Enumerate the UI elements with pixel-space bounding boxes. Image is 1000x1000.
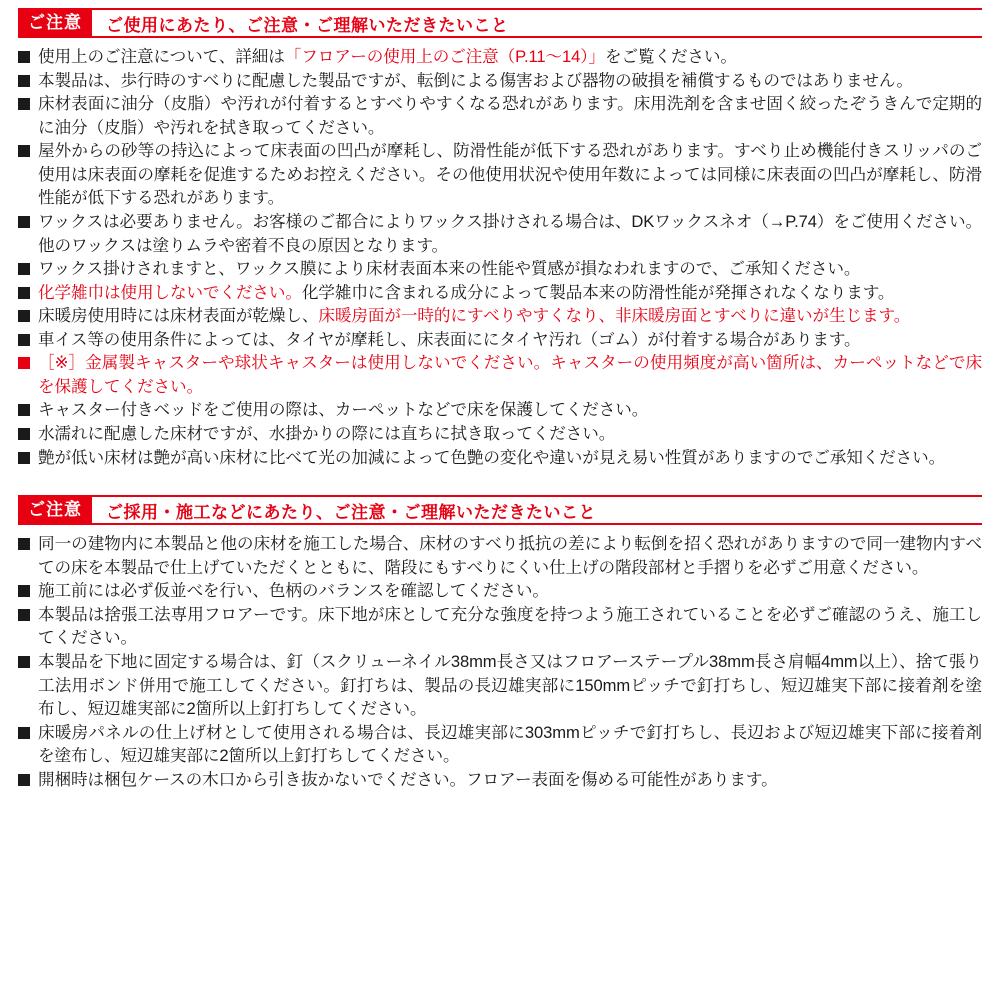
section-header-usage — [18, 8, 982, 38]
bullet-square-icon — [18, 334, 30, 346]
bullet-square-icon — [18, 263, 30, 275]
bullet-square-icon — [18, 51, 30, 63]
bullet-square-icon — [18, 287, 30, 299]
note-item — [18, 69, 982, 93]
bullet-square-icon — [18, 774, 30, 786]
note-item — [18, 210, 982, 257]
section-title-2: ご採用・施工などにあたり、ご注意・ご理解いただきたいこと — [106, 502, 596, 522]
bullet-square-icon — [18, 656, 30, 668]
note-item — [18, 304, 982, 328]
note-item — [18, 257, 982, 281]
bullet-square-icon — [18, 428, 30, 440]
note-item — [18, 650, 982, 721]
note-text: 本製品は、歩行時のすべりに配慮した製品ですが、転倒による傷害および器物の破損を補償するものではありません。 — [38, 70, 913, 90]
bullet-square-icon — [18, 452, 30, 464]
note-text: ワックスは必要ありません。お客様のご都合によりワックス掛けされる場合は、DKワックスネオ（→P.74）をご使用ください。他のワックスは塗りムラや密着不良の原因となります。 — [38, 211, 982, 255]
note-text: 本製品を下地に固定する場合は、釘（スクリューネイル38mm長さ又はフロアーステープル38mm長さ肩幅4mm以上）、捨て張り工法用ボンド併用で施工してください。釘打ちは、製品の長辺雄実部に150mmピッチで釘打ちし、短辺雄実下部に接着剤を塗布し、短辺雄実部に2箇所以上釘打ちしてください。 — [38, 651, 982, 719]
note-item — [18, 532, 982, 579]
note-item — [18, 422, 982, 446]
bullet-square-icon — [18, 216, 30, 228]
note-item — [18, 92, 982, 139]
note-item — [18, 446, 982, 470]
bullet-square-icon — [18, 98, 30, 110]
note-item — [18, 281, 982, 305]
note-text: 床暖房パネルの仕上げ材として使用される場合は、長辺雄実部に303mmピッチで釘打ちし、長辺および短辺雄実下部に接着剤を塗布し、短辺雄実部に2箇所以上釘打ちしてください。 — [38, 722, 982, 766]
note-item — [18, 768, 982, 792]
caution-badge: ご注意 — [18, 10, 92, 36]
usage-notes-list — [18, 45, 982, 469]
bullet-square-icon — [18, 357, 30, 369]
section-spacer — [18, 469, 982, 495]
note-text: ワックス掛けされますと、ワックス膜により床材表面本来の性能や質感が損なわれますので、ご承知ください。 — [38, 259, 861, 279]
section-header-installation — [18, 495, 982, 525]
note-item — [18, 398, 982, 422]
note-text: 水濡れに配慮した床材ですが、水掛かりの際には直ちに拭き取ってください。 — [38, 424, 616, 443]
note-text: 艶が低い床材は艶が高い床材に比べて光の加減によって色艶の変化や違いが見え易い性質がありますのでご承知ください。 — [38, 447, 946, 467]
bullet-square-icon — [18, 404, 30, 416]
installation-notes-list — [18, 532, 982, 791]
note-text: 同一の建物内に本製品と他の床材を施工した場合、床材のすべり抵抗の差により転倒を招く恐れがありますので同一建物内すべての床を本製品で仕上げていただくとともに、階段にもすべりにくい仕上げの階段部材と手摺りを必ずご用意ください。 — [38, 534, 982, 577]
bullet-square-icon — [18, 585, 30, 597]
bullet-square-icon — [18, 538, 30, 550]
bullet-square-icon — [18, 145, 30, 157]
note-text-highlight: 「フロアーの使用上のご注意（P.11〜14）」 — [284, 47, 605, 66]
note-text: 屋外からの砂等の持込によって床表面の凹凸が摩耗し、防滑性能が低下する恐れがあります。すべり止め機能付きスリッパのご使用は床表面の摩耗を促進するためお控えください。その他使用状況や使用年数によっては同様に床表面の凹凸が摩耗し、防滑性能が低下する恐れがあります。 — [38, 141, 982, 208]
note-item — [18, 328, 982, 352]
bullet-square-icon — [18, 609, 30, 621]
note-text-highlight: 化学雑巾は使用しないでください。 — [38, 282, 302, 302]
note-text-highlight: ［※］金属製キャスターや球状キャスターは使用しないでください。キャスターの使用頻度が高い箇所は、カーペットなどで床を保護してください。 — [38, 353, 982, 396]
note-text: 化学雑巾に含まれる成分によって製品本来の防滑性能が発揮されなくなります。 — [301, 282, 895, 302]
note-text: キャスター付きベッドをご使用の際は、カーペットなどで床を保護してください。 — [38, 400, 649, 420]
section-title: ご使用にあたり、ご注意・ご理解いただきたいこと — [106, 15, 509, 35]
note-text: 本製品は捨張工法専用フロアーです。床下地が床として充分な強度を持つよう施工されていることを必ずご確認のうえ、施工してください。 — [38, 604, 982, 648]
note-text: 床材表面に油分（皮脂）や汚れが付着するとすべりやすくなる恐れがあります。床用洗剤を含ませ固く絞ったぞうきんで定期的に油分（皮脂）や汚れを拭き取ってください。 — [38, 94, 982, 137]
note-text: 車イス等の使用条件によっては、タイヤが摩耗し、床表面ににタイヤ汚れ（ゴム）が付着する場合があります。 — [38, 329, 861, 349]
note-item — [18, 603, 982, 650]
note-text: をご覧ください。 — [604, 47, 737, 66]
caution-badge-2: ご注意 — [18, 497, 92, 523]
note-text: 施工前には必ず仮並べを行い、色柄のバランスを確認してください。 — [38, 581, 549, 601]
bullet-square-icon — [18, 310, 30, 322]
note-text: 使用上のご注意について、詳細は — [38, 47, 285, 66]
bullet-square-icon — [18, 727, 30, 739]
note-item — [18, 721, 982, 768]
note-item — [18, 351, 982, 398]
note-item — [18, 139, 982, 210]
note-text: 開梱時は梱包ケースの木口から引き抜かないでください。フロアー表面を傷める可能性があります。 — [38, 769, 778, 789]
note-item — [18, 45, 982, 69]
bullet-square-icon — [18, 75, 30, 87]
note-text: 床暖房使用時には床材表面が乾燥し、 — [38, 306, 319, 326]
note-item — [18, 579, 982, 603]
note-text-highlight: 床暖房面が一時的にすべりやすくなり、非床暖房面とすべりに違いが生じます。 — [318, 306, 911, 326]
